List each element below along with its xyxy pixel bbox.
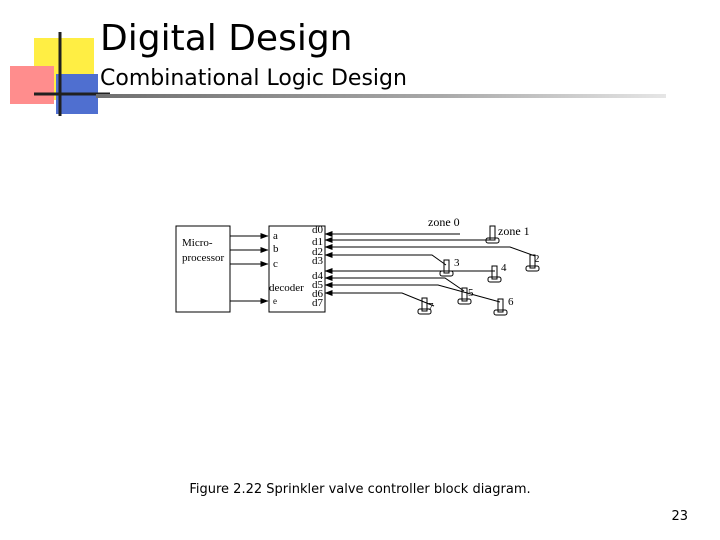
decoder-enable-e: e bbox=[273, 296, 277, 306]
zone-0-label: zone 0 bbox=[428, 215, 460, 229]
valve-label-7: 7 bbox=[428, 301, 434, 313]
decoder-input-a: a bbox=[273, 230, 278, 242]
valve-label-6: 6 bbox=[508, 296, 514, 308]
slide-title: Digital Design bbox=[100, 18, 353, 59]
sprinkler-block-diagram bbox=[170, 210, 550, 325]
output-label-d7: d7 bbox=[312, 297, 323, 309]
output-label-d2: d2 bbox=[312, 246, 323, 258]
page-number: 23 bbox=[671, 509, 688, 524]
figure-caption: Figure 2.22 Sprinkler valve controller block diagram. bbox=[189, 482, 531, 497]
deco-red-square bbox=[10, 66, 54, 104]
corner-decoration bbox=[0, 0, 110, 120]
decoder-input-c: c bbox=[273, 258, 278, 270]
zone-1-label: zone 1 bbox=[498, 224, 530, 238]
valve-label-4: 4 bbox=[501, 262, 507, 274]
valve-label-2: 2 bbox=[534, 253, 540, 265]
slide-subtitle: Combinational Logic Design bbox=[100, 66, 407, 91]
decoder-label: decoder bbox=[269, 282, 304, 294]
output-label-d3: d3 bbox=[312, 255, 323, 267]
microprocessor-label-line1: Micro- bbox=[182, 237, 213, 249]
output-label-d5: d5 bbox=[312, 279, 323, 291]
decoder-input-b: b bbox=[273, 243, 279, 255]
output-line-d3-wire bbox=[357, 255, 446, 265]
valve-label-3: 3 bbox=[454, 257, 460, 269]
output-label-d6: d6 bbox=[312, 288, 323, 300]
valve-label-5: 5 bbox=[468, 287, 474, 299]
microprocessor-label-line2: processor bbox=[182, 252, 225, 264]
output-label-d4: d4 bbox=[312, 270, 323, 282]
output-label-d0: d0 bbox=[312, 224, 323, 236]
output-label-d1: d1 bbox=[312, 236, 323, 248]
valve-zone-4 bbox=[488, 266, 501, 282]
title-rule bbox=[96, 94, 666, 98]
